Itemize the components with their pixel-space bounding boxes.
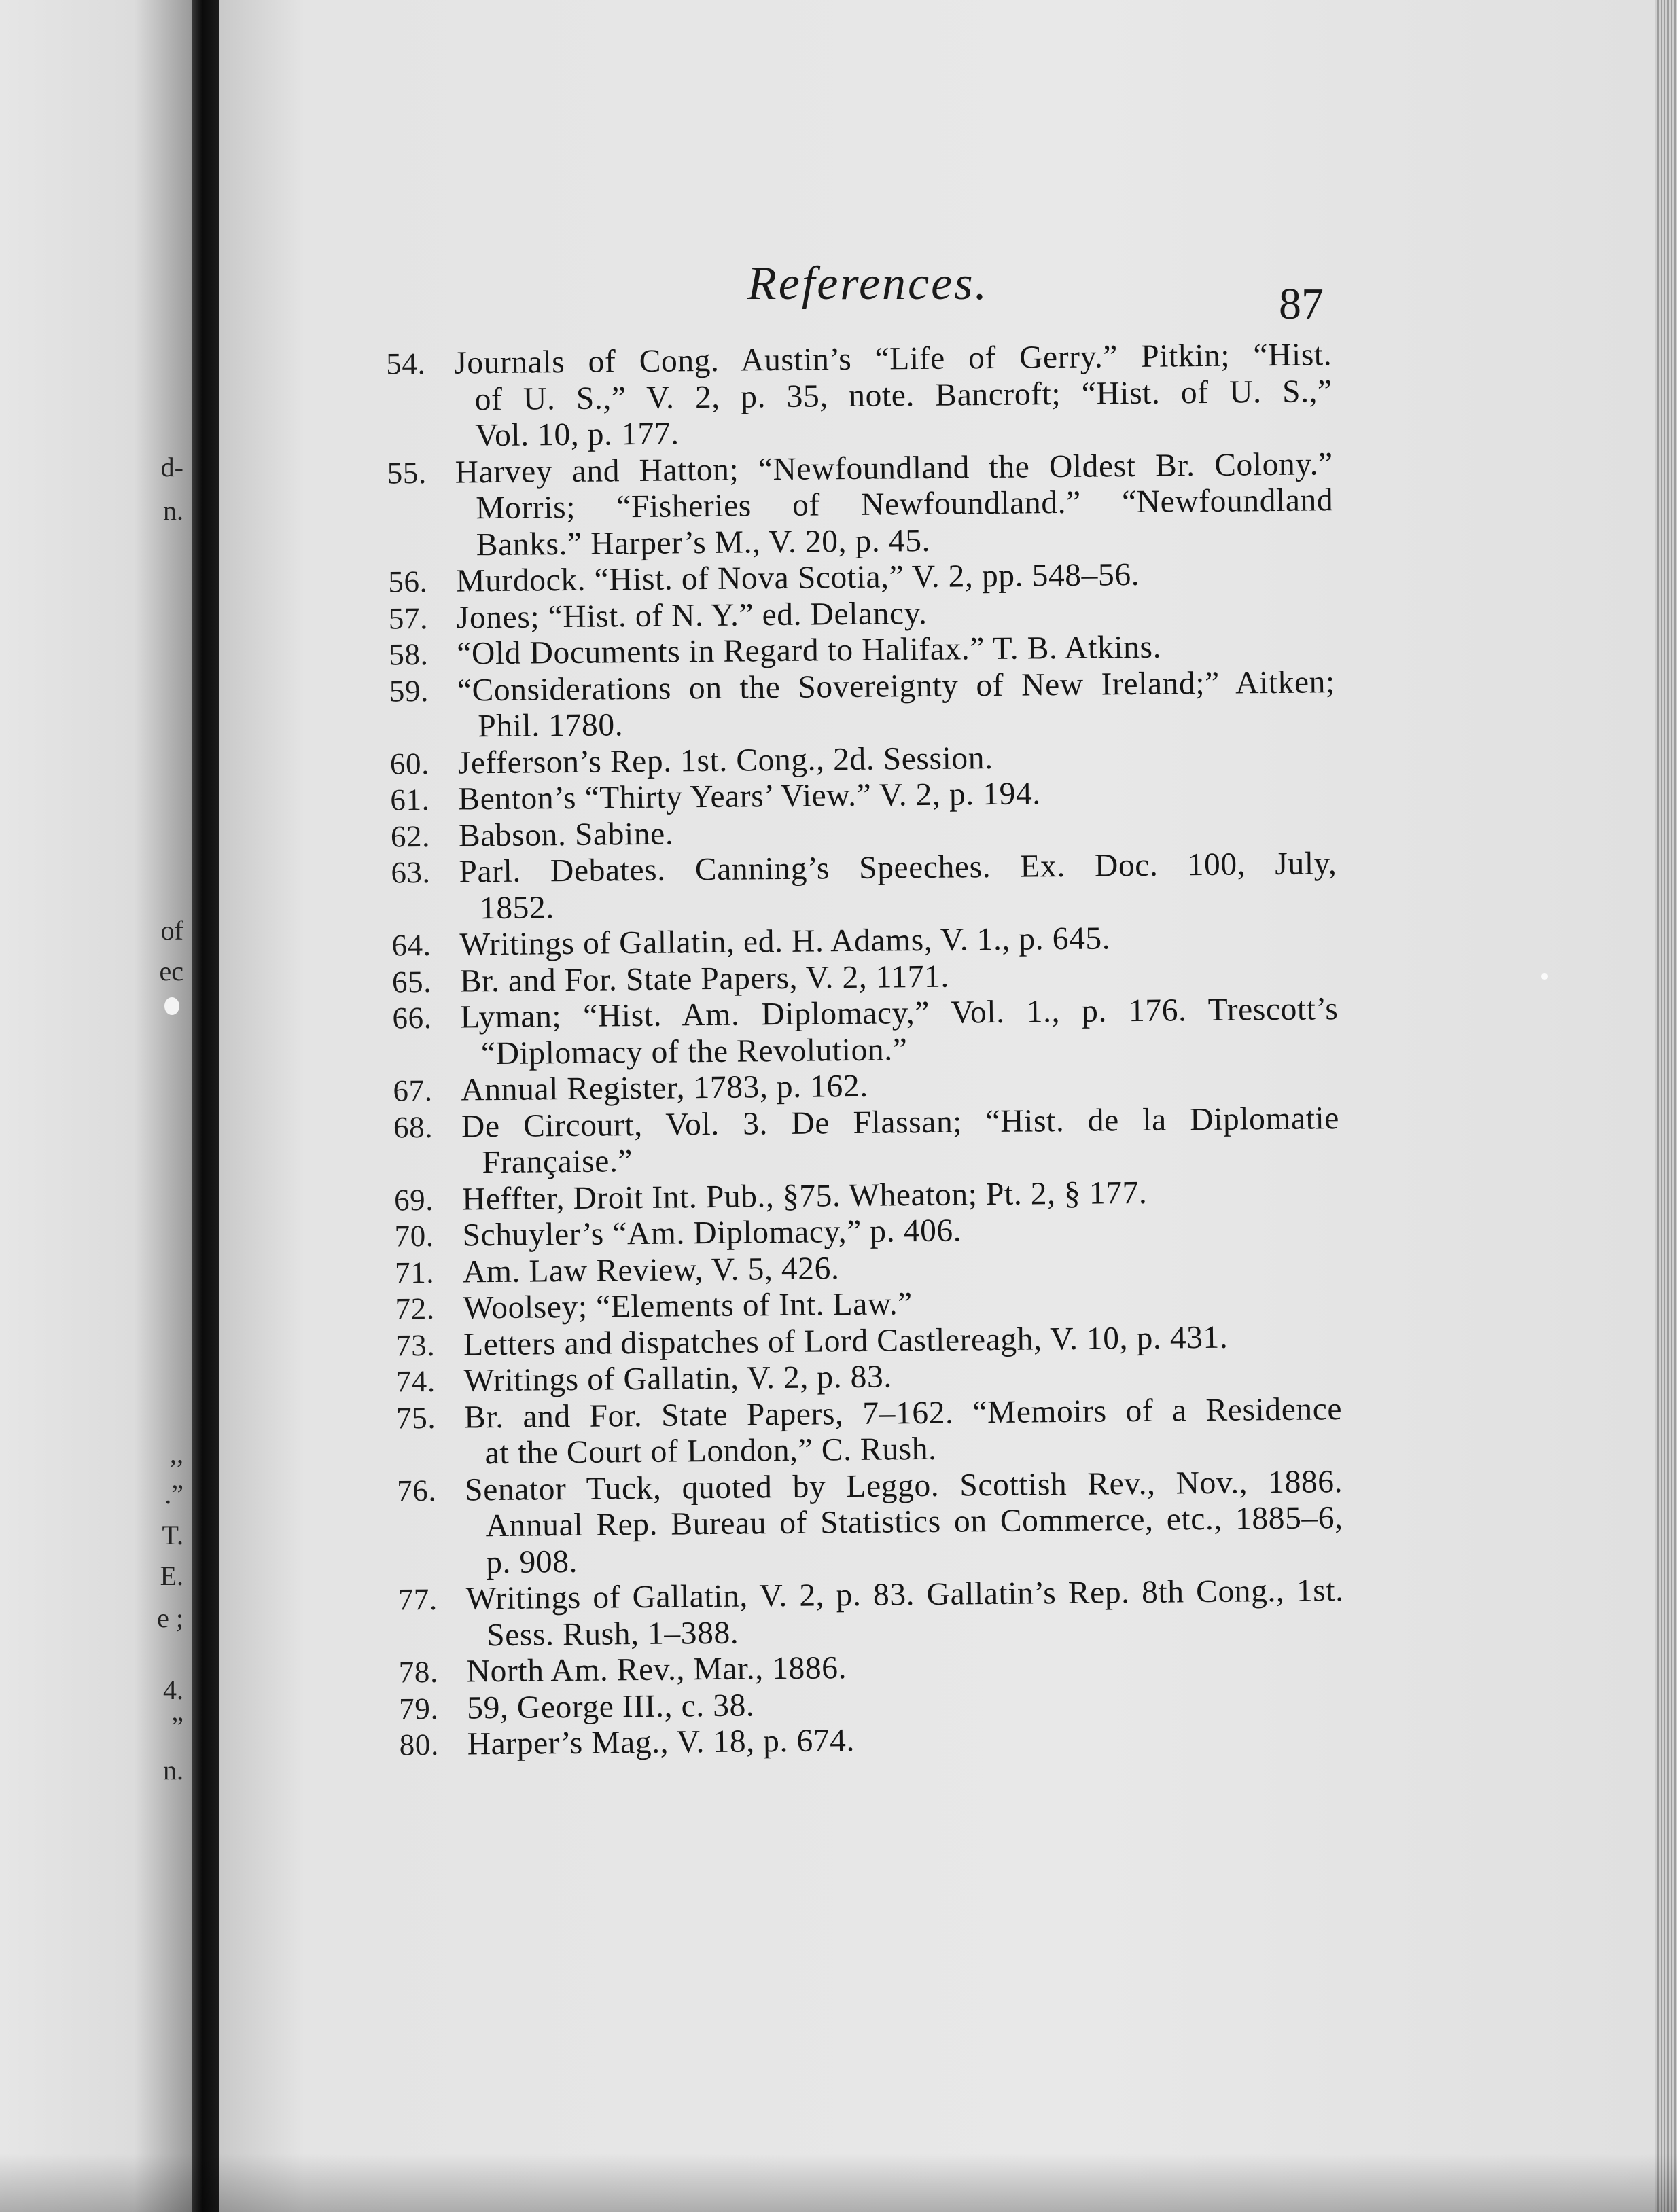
- reference-text-line: Br. and For. State Papers, V. 2, 1171.: [459, 959, 950, 999]
- reference-text-line: Sess. Rush, 1–388.: [486, 1615, 739, 1653]
- reference-text-line: Letters and dispatches of Lord Castlereagh, V. 10, p. 431.: [463, 1319, 1229, 1363]
- reference-text-line: “Old Documents in Regard to Halifax.” T. B. Atkins.: [457, 629, 1162, 672]
- left-page-fragment: of: [160, 915, 183, 946]
- reference-entry: [355, 446, 1334, 565]
- reference-number: 77.: [398, 1582, 438, 1617]
- reference-number: 63.: [391, 855, 431, 890]
- running-head: References.: [747, 257, 989, 310]
- left-page-fragment: n.: [163, 495, 183, 526]
- reference-text-line: Harvey and Hatton; “Newfoundland the Oldest Br. Colony.”: [455, 446, 1333, 490]
- left-page-fragment: .”: [164, 1479, 183, 1510]
- reference-text-line: Jefferson’s Rep. 1st. Cong., 2d. Session.: [457, 740, 993, 781]
- reference-number: 75.: [395, 1400, 436, 1435]
- reference-number: 76.: [396, 1473, 437, 1508]
- reference-text-line: Annual Rep. Bureau of Statistics on Commerce, etc., 1885–6,: [485, 1500, 1343, 1544]
- left-page-fragment: 4.: [163, 1675, 183, 1705]
- reference-entry: [364, 1391, 1343, 1474]
- reference-number: 62.: [390, 819, 431, 854]
- reference-entry: [357, 664, 1336, 747]
- reference-number: 54.: [386, 346, 426, 381]
- reference-text-line: Vol. 10, p. 177.: [475, 416, 679, 454]
- reference-text-line: Lyman; “Hist. Am. Diplomacy,” Vol. 1., p. 176. Trescott’s: [460, 991, 1339, 1035]
- reference-number: 61.: [390, 782, 430, 817]
- left-page-fragment: ”: [171, 1711, 183, 1742]
- reference-number: 56.: [388, 564, 428, 599]
- reference-number: 79.: [399, 1691, 439, 1726]
- left-page-fragment: ,,: [170, 1438, 183, 1469]
- reference-number: 60.: [389, 746, 430, 781]
- reference-text-line: p. 908.: [485, 1544, 578, 1580]
- reference-text-line: “Diplomacy of the Revolution.”: [480, 1031, 908, 1071]
- reference-text-line: 1852.: [479, 889, 555, 926]
- reference-entry: [364, 1464, 1343, 1582]
- reference-number: 59.: [389, 673, 429, 709]
- left-page-fragment: d-: [160, 452, 183, 482]
- reference-entry: [361, 1101, 1340, 1183]
- reference-text-line: of U. S.,” V. 2, p. 35, note. Bancroft; “Hist. of U. S.,”: [474, 373, 1332, 417]
- reference-text-line: Br. and For. State Papers, 7–162. “Memoirs of a Residence: [463, 1391, 1343, 1435]
- reference-number: 66.: [392, 1000, 432, 1035]
- reference-text-line: Writings of Gallatin, ed. H. Adams, V. 1., p. 645.: [459, 921, 1111, 963]
- reference-text-line: De Circourt, Vol. 3. De Flassan; “Hist. de la Diplomatie: [461, 1100, 1340, 1145]
- reference-text-line: Babson. Sabine.: [458, 816, 674, 854]
- reference-text-line: Française.”: [482, 1143, 633, 1181]
- reference-number: 70.: [394, 1218, 434, 1253]
- reference-number: 78.: [398, 1654, 439, 1690]
- reference-entry: [359, 991, 1339, 1073]
- reference-number: 55.: [387, 455, 427, 490]
- reference-text-line: North Am. Rev., Mar., 1886.: [466, 1650, 847, 1690]
- reference-number: 69.: [393, 1182, 434, 1217]
- book-gutter: [192, 0, 219, 2212]
- reference-number: 65.: [391, 964, 432, 999]
- reference-text-line: Writings of Gallatin, V. 2, p. 83. Gallatin’s Rep. 8th Cong., 1st.: [465, 1573, 1344, 1617]
- left-page-edge: [0, 0, 192, 2212]
- reference-entry: [365, 1573, 1344, 1655]
- reference-entry: [353, 337, 1332, 455]
- reference-list: [353, 337, 1345, 1764]
- dust-speck: [1541, 973, 1548, 980]
- reference-number: 74.: [395, 1363, 436, 1399]
- reference-number: 67.: [393, 1073, 433, 1108]
- scan-shadow: [0, 2154, 1677, 2212]
- left-page-fragment: E.: [160, 1560, 183, 1591]
- reference-text-line: Woolsey; “Elements of Int. Law.”: [463, 1286, 913, 1326]
- reference-text-line: Schuyler’s “Am. Diplomacy,” p. 406.: [462, 1213, 962, 1253]
- page-stack-edge: [1655, 0, 1677, 2212]
- left-page-fragment: ec: [159, 956, 183, 986]
- reference-number: 64.: [391, 927, 431, 963]
- reference-number: 58.: [389, 637, 429, 672]
- reference-text-line: Harper’s Mag., V. 18, p. 674.: [467, 1723, 855, 1762]
- reference-text-line: Writings of Gallatin, V. 2, p. 83.: [463, 1359, 893, 1399]
- reference-text-line: 59, George III., c. 38.: [466, 1687, 755, 1726]
- left-page-fragment: n.: [163, 1755, 183, 1785]
- reference-text-line: Annual Register, 1783, p. 162.: [461, 1068, 868, 1108]
- reference-text-line: “Considerations on the Sovereignty of New Ireland;” Aitken;: [457, 664, 1336, 709]
- reference-text-line: Heffter, Droit Int. Pub., §75. Wheaton; Pt. 2, § 177.: [461, 1175, 1148, 1217]
- reference-number: 68.: [393, 1109, 434, 1144]
- reference-number: 80.: [399, 1727, 440, 1762]
- reference-number: 71.: [394, 1255, 435, 1289]
- reference-text-line: Benton’s “Thirty Years’ View.” V. 2, p. 194.: [458, 776, 1042, 817]
- reference-text-line: Morris; “Fisheries of Newfoundland.” “Newfoundland: [476, 482, 1334, 527]
- reference-text-line: Murdock. “Hist. of Nova Scotia,” V. 2, pp. 548–56.: [456, 556, 1140, 599]
- reference-text-line: Jones; “Hist. of N. Y.” ed. Delancy.: [456, 595, 928, 636]
- page-number: 87: [1279, 279, 1324, 329]
- dust-speck: [164, 997, 179, 1015]
- reference-text-line: Journals of Cong. Austin’s “Life of Gerry.” Pitkin; “Hist.: [453, 337, 1332, 381]
- reference-entry: [358, 846, 1337, 928]
- reference-text-line: Am. Law Review, V. 5, 426.: [462, 1250, 840, 1290]
- reference-number: 57.: [388, 601, 429, 636]
- reference-text-line: Banks.” Harper’s M., V. 20, p. 45.: [476, 522, 931, 563]
- reference-text-line: Parl. Debates. Canning’s Speeches. Ex. Doc. 100, July,: [459, 846, 1337, 890]
- reference-number: 73.: [395, 1327, 436, 1362]
- reference-text-line: at the Court of London,” C. Rush.: [484, 1431, 937, 1471]
- reference-text-line: Phil. 1780.: [478, 707, 624, 745]
- reference-number: 72.: [395, 1291, 435, 1326]
- left-page-fragment: T.: [162, 1520, 183, 1550]
- left-page-fragment: e ;: [157, 1603, 183, 1633]
- reference-text-line: Senator Tuck, quoted by Leggo. Scottish Rev., Nov., 1886.: [464, 1463, 1343, 1508]
